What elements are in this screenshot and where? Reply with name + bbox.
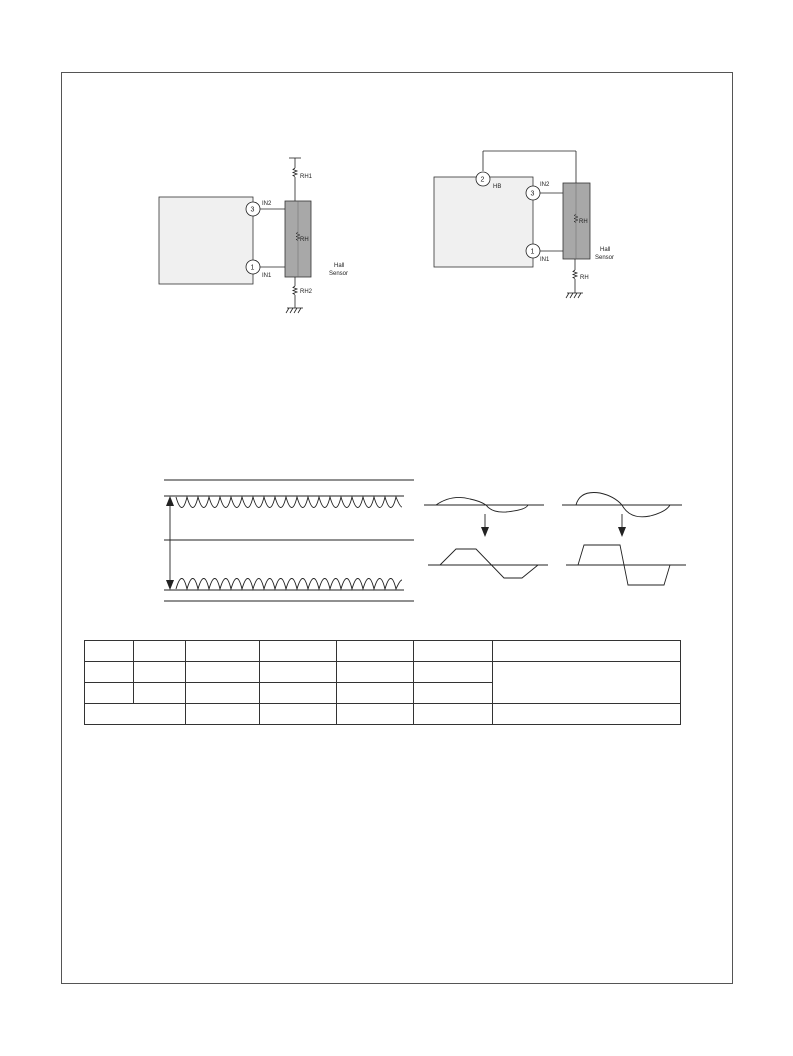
table-row <box>85 662 681 683</box>
table-cell <box>260 641 337 662</box>
right-ic-block <box>434 177 533 267</box>
left-rh2-label: RH2 <box>300 289 313 295</box>
right-sensor-label: Sensor <box>595 255 615 261</box>
arrow-2-head <box>618 527 626 537</box>
table-row <box>85 704 681 725</box>
table-cell <box>337 641 414 662</box>
table-cell <box>186 683 260 704</box>
right-rh-label: RH <box>579 219 588 225</box>
circuit-diagrams <box>0 0 793 340</box>
table-cell <box>186 704 260 725</box>
table-cell <box>260 683 337 704</box>
left-ic-block <box>159 197 253 284</box>
right-hall-label: Hall <box>600 247 611 253</box>
left-rh-label: RH <box>300 237 309 243</box>
amplitude-arrow-head-up <box>166 496 174 506</box>
right-pin2-number: 2 <box>480 176 485 184</box>
table-cell <box>260 662 337 683</box>
table-cell <box>337 683 414 704</box>
left-circuit <box>159 158 311 313</box>
right-pin3-number: 3 <box>530 190 535 198</box>
spec-table <box>84 640 681 725</box>
table-cell <box>134 641 186 662</box>
right-in2-label: IN2 <box>540 182 550 188</box>
table-cell <box>134 662 186 683</box>
table-cell <box>493 662 681 704</box>
right-circuit <box>434 151 590 298</box>
table-cell <box>493 641 681 662</box>
right-pin1-number: 1 <box>530 248 535 256</box>
waveform-diagrams <box>0 470 793 640</box>
table-cell <box>260 704 337 725</box>
left-in2-label: IN2 <box>262 201 272 207</box>
left-pin1-number: 1 <box>250 264 255 272</box>
right-in1-label: IN1 <box>540 257 550 263</box>
table-cell <box>186 641 260 662</box>
table-cell <box>85 683 134 704</box>
table-cell <box>85 641 134 662</box>
table-cell <box>414 683 493 704</box>
table-cell <box>337 662 414 683</box>
left-in1-label: IN1 <box>262 273 272 279</box>
left-pin3-number: 3 <box>250 206 255 214</box>
left-sensor-label: Sensor <box>329 271 349 277</box>
table-cell <box>337 704 414 725</box>
table-cell <box>414 662 493 683</box>
amplitude-arrow-head-down <box>166 580 174 590</box>
table-row <box>85 641 681 662</box>
table-cell <box>414 641 493 662</box>
table-cell <box>85 662 134 683</box>
table-cell <box>186 662 260 683</box>
left-rh1-label: RH1 <box>300 174 313 180</box>
right-hb-label: HB <box>493 184 502 190</box>
left-hall-label: Hall <box>334 263 345 269</box>
table-cell <box>85 704 186 725</box>
arrow-1-head <box>481 527 489 537</box>
table-cell <box>134 683 186 704</box>
table-cell <box>414 704 493 725</box>
upper-ripple-wave <box>176 497 402 508</box>
output-wave-1 <box>440 549 538 578</box>
right-rh-bottom-label: RH <box>580 275 589 281</box>
table-cell <box>493 704 681 725</box>
lower-ripple-wave <box>176 579 402 590</box>
